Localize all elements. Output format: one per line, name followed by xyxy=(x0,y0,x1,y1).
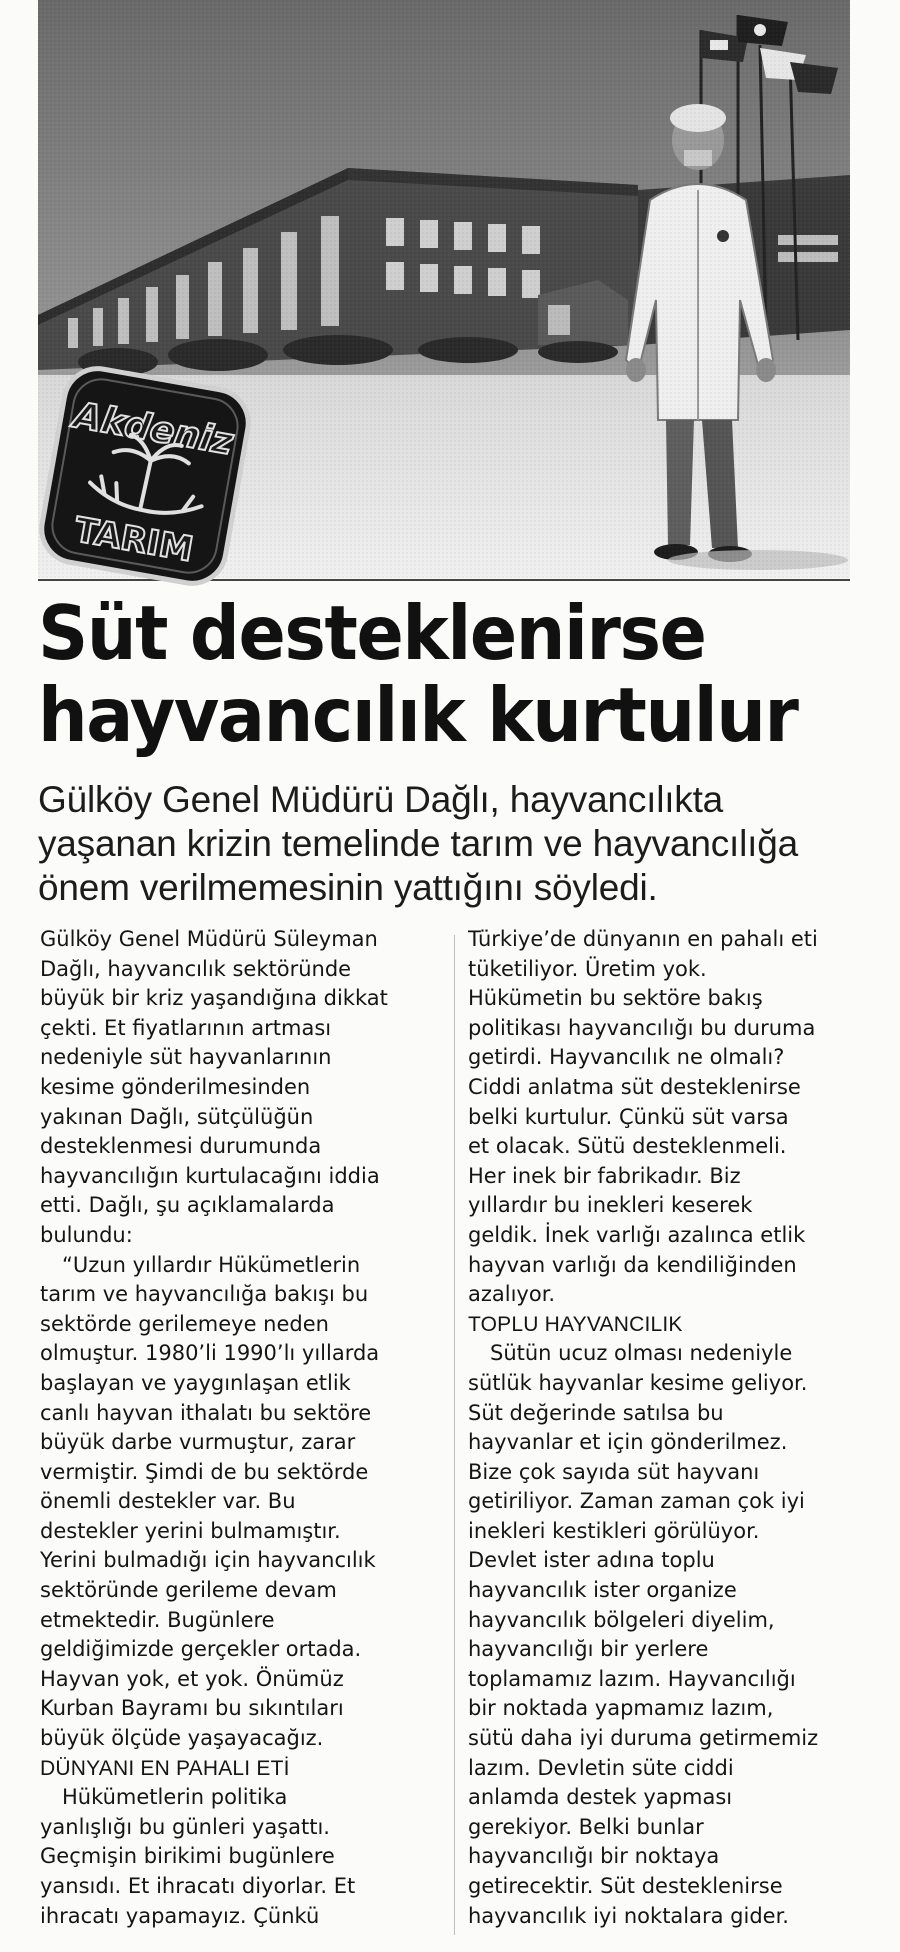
column-line: bir noktada yapmamız lazım, xyxy=(468,1696,774,1721)
column-line: hayvancılık iyi noktalara gider. xyxy=(468,1903,789,1928)
column-line: başlayan ve yaygınlaşan etlik xyxy=(40,1370,351,1395)
column-line: getirdi. Hayvancılık ne olmalı? xyxy=(468,1045,785,1070)
column-line: gerekiyor. Belki bunlar xyxy=(468,1814,704,1839)
column-divider xyxy=(454,935,455,1935)
column-line: büyük ölçüde yaşayacağız. xyxy=(40,1726,324,1751)
column-line: etmektedir. Bugünlere xyxy=(40,1607,275,1632)
column-line: Yerini bulmadığı için hayvancılık xyxy=(40,1548,376,1573)
column-line: Dağlı, hayvancılık sektöründe xyxy=(40,956,352,981)
column-line: Geçmişin birikimi bugünlere xyxy=(40,1844,335,1869)
deck-line-2: yaşanan krizin temelinde tarım ve hayvancılığa xyxy=(38,823,798,864)
logo-badge-graphic xyxy=(38,360,252,592)
article-column-right xyxy=(468,925,868,1931)
article-deck xyxy=(38,778,868,910)
column-line: büyük darbe vurmuştur, zarar xyxy=(40,1430,356,1455)
column-line: Devlet ister adına toplu xyxy=(468,1548,715,1573)
column-line: yanlışlığı bu günleri yaşattı. xyxy=(40,1814,330,1839)
column-line: geldiğimizde gerçekler ortada. xyxy=(40,1637,362,1662)
column-line: anlamda destek yapması xyxy=(468,1785,733,1810)
column-line: hayvancılığı bir noktaya xyxy=(468,1844,720,1869)
column-line: sütü daha iyi duruma getirmemiz xyxy=(468,1726,819,1751)
column-line: sektörde gerilemeye neden xyxy=(40,1311,329,1336)
subheading-toplu-hayvancilik: TOPLU HAYVANCILIK xyxy=(468,1312,683,1336)
column-line: et olacak. Sütü desteklenmeli. xyxy=(468,1134,787,1159)
headline-line-2: hayvancılık kurtulur xyxy=(38,671,798,759)
column-line: kesime gönderilmesinden xyxy=(40,1074,311,1099)
column-line: çekti. Et fiyatlarının artması xyxy=(40,1015,332,1040)
article-column-left xyxy=(40,925,440,1931)
column-line: hayvancılığı bir yerlere xyxy=(468,1637,709,1662)
column-line: büyük bir kriz yaşandığına dikkat xyxy=(40,986,388,1011)
column-line: Her inek bir fabrikadır. Biz xyxy=(468,1163,741,1188)
column-line: vermiştir. Şimdi de bu sektörde xyxy=(40,1459,369,1484)
column-line: hayvancılık bölgeleri diyelim, xyxy=(468,1607,775,1632)
column-line: getirecektir. Süt desteklenirse xyxy=(468,1874,783,1898)
column-line: geldik. İnek varlığı azalınca etlik xyxy=(468,1222,806,1247)
column-line: Kurban Bayramı bu sıkıntıları xyxy=(40,1696,344,1721)
logo-text-akdeniz: Akdeniz xyxy=(70,395,237,464)
column-line: hayvanlar et için gönderilmez. xyxy=(468,1430,788,1455)
column-line: hayvancılık ister organize xyxy=(468,1578,737,1603)
column-line: sektöründe gerileme devam xyxy=(40,1578,337,1603)
column-line: tarım ve hayvancılığa bakışı bu xyxy=(40,1282,369,1307)
column-line: hayvancılığın kurtulacağını iddia xyxy=(40,1163,380,1188)
column-line: ihracatı yapamayız. Çünkü xyxy=(40,1903,320,1928)
column-line: belki kurtulur. Çünkü süt varsa xyxy=(468,1104,789,1129)
column-line: azalıyor. xyxy=(468,1282,556,1307)
column-line: toplamamız lazım. Hayvancılığı xyxy=(468,1666,796,1691)
column-line: politikası hayvancılığı bu duruma xyxy=(468,1015,816,1040)
column-line: canlı hayvan ithalatı bu sektöre xyxy=(40,1400,372,1425)
column-line: inekleri kestikleri görülüyor. xyxy=(468,1518,760,1543)
akdeniz-tarim-logo xyxy=(38,360,252,592)
logo-text-tarim: TARIM xyxy=(71,509,197,571)
column-line: Süt değerinde satılsa bu xyxy=(468,1400,724,1425)
column-line: Hayvan yok, et yok. Önümüz xyxy=(40,1666,344,1691)
headline-line-1: Süt desteklenirse xyxy=(38,589,706,677)
column-line: Sütün ucuz olması nedeniyle xyxy=(490,1341,793,1366)
deck-line-1: Gülköy Genel Müdürü Dağlı, hayvancılıkta xyxy=(38,779,724,820)
deck-line-3: önem verilmemesinin yattığını söyledi. xyxy=(38,867,658,908)
subheading-dunyanin-en-pahali-eti: DÜNYANI EN PAHALI ETİ xyxy=(40,1756,290,1780)
column-line: hayvan varlığı da kendiliğinden xyxy=(468,1252,797,1277)
column-line: yakınan Dağlı, sütçülüğün xyxy=(40,1104,314,1129)
column-line: bulundu: xyxy=(40,1222,133,1247)
column-line: Bize çok sayıda süt hayvanı xyxy=(468,1459,760,1484)
column-line: Ciddi anlatma süt desteklenirse xyxy=(468,1074,801,1099)
column-line: yansıdı. Et ihracatı diyorlar. Et xyxy=(40,1874,356,1898)
column-line: destekler yerini bulmamıştır. xyxy=(40,1518,341,1543)
article-headline xyxy=(38,589,801,759)
column-line: nedeniyle süt hayvanlarının xyxy=(40,1045,332,1070)
column-line: tüketiliyor. Üretim yok. xyxy=(468,956,707,981)
column-line: olmuştur. 1980’li 1990’lı yıllarda xyxy=(40,1341,380,1366)
column-line: Türkiye’de dünyanın en pahalı eti xyxy=(468,927,818,951)
column-line: lazım. Devletin süte ciddi xyxy=(468,1755,734,1780)
column-line: “Uzun yıllardır Hükümetlerin xyxy=(62,1252,361,1277)
column-line: sütlük hayvanlar kesime geliyor. xyxy=(468,1370,808,1395)
column-line: getiriliyor. Zaman zaman çok iyi xyxy=(468,1489,805,1514)
column-line: Hükümetin bu sektöre bakış xyxy=(468,986,763,1011)
column-line: etti. Dağlı, şu açıklamalarda xyxy=(40,1193,335,1218)
column-line: Hükümetlerin politika xyxy=(62,1785,288,1810)
column-line: önemli destekler var. Bu xyxy=(40,1489,296,1514)
column-line: yıllardır bu inekleri keserek xyxy=(468,1193,753,1218)
column-line: desteklenmesi durumunda xyxy=(40,1134,322,1159)
column-line: Gülköy Genel Müdürü Süleyman xyxy=(40,927,378,951)
